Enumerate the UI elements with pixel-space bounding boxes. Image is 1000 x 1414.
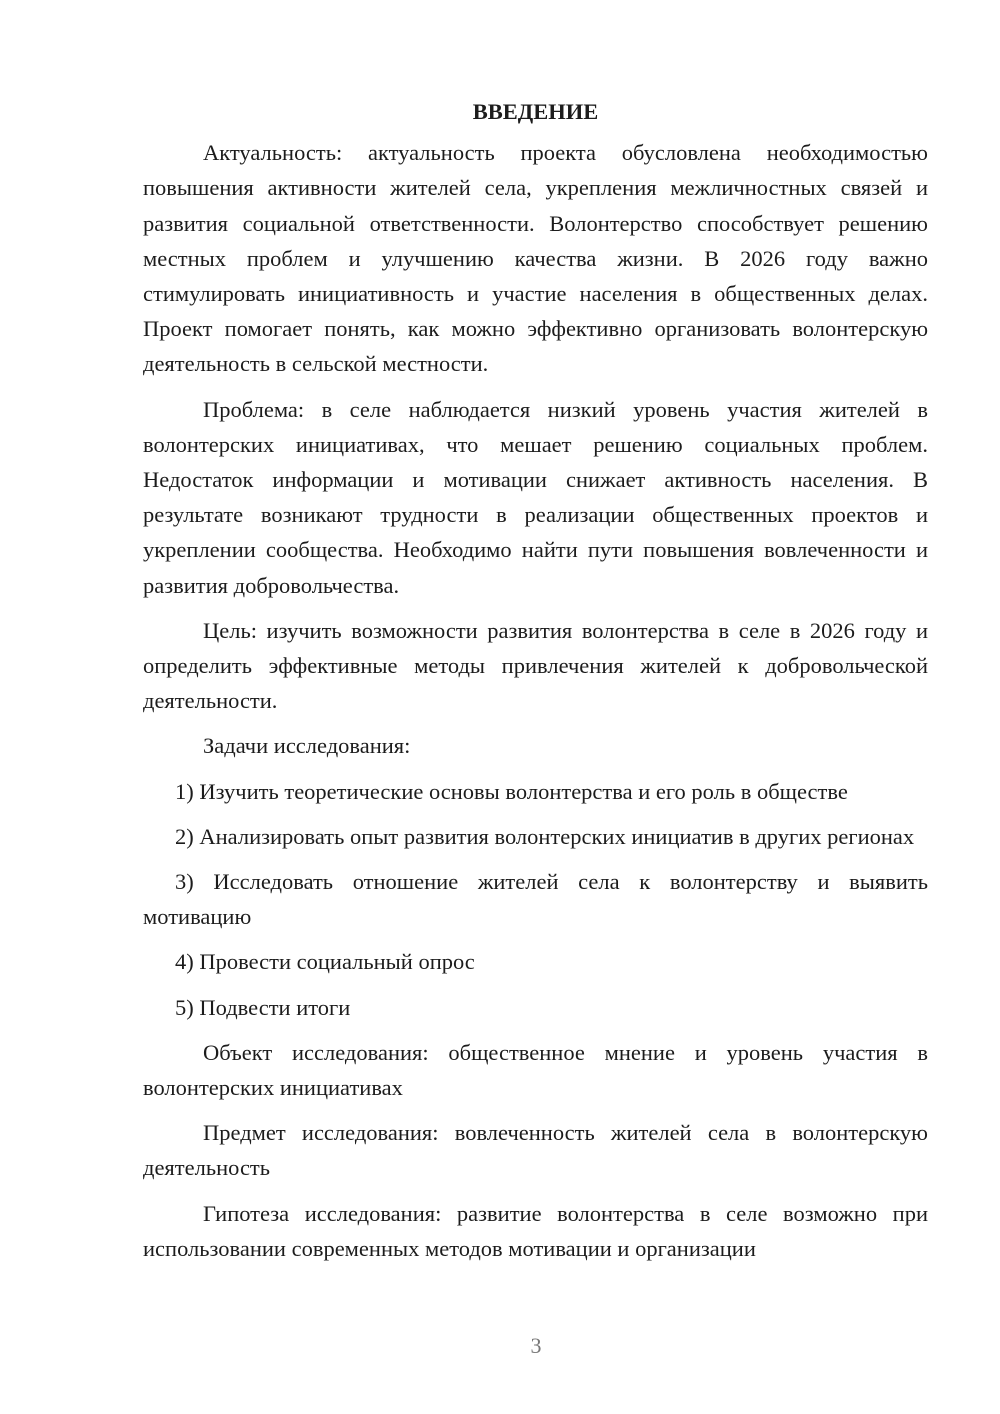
subject-paragraph: Предмет исследования: вовлеченность жителей села в волонтерскую деятельность [143,1120,928,1181]
page-content [143,94,928,1276]
section-heading: ВВЕДЕНИЕ [472,99,599,124]
hypothesis-paragraph: Гипотеза исследования: развитие волонтерства в селе возможно при использовании современных методов мотивации и организации [143,1200,928,1261]
problem-paragraph: Проблема: в селе наблюдается низкий уровень участия жителей в волонтерских инициативах, что мешает решению социальных проблем. Недостаток информации и мотивации снижает активность населения. В результате возникают трудности в реализации общественных проектов и укреплении сообщества. Необходимо найти пути повышения вовлеченности и развития добровольчества. [143,396,928,598]
task-item-3: 3) Исследовать отношение жителей села к волонтерству и выявить мотивацию [143,869,928,930]
task-item-1: 1) Изучить теоретические основы волонтерства и его роль в обществе [175,778,848,804]
task-item-4: 4) Провести социальный опрос [175,949,475,975]
tasks-title: Задачи исследования: [203,733,411,759]
goal-paragraph: Цель: изучить возможности развития волонтерства в селе в 2026 году и определить эффективные методы привлечения жителей к добровольческой деятельности. [143,617,928,714]
task-item-5: 5) Подвести итоги [175,994,351,1020]
page-number: 3 [530,1333,542,1358]
task-item-2: 2) Анализировать опыт развития волонтерских инициатив в других регионах [175,823,915,849]
object-paragraph: Объект исследования: общественное мнение и уровень участия в волонтерских инициативах [143,1039,928,1101]
relevance-paragraph: Актуальность: актуальность проекта обусловлена необходимостью повышения активности жителей села, укрепления межличностных связей и развития социальной ответственности. Волонтерство способствует решению местных проблем и улучшению качества жизни. В 2026 году важно стимулировать инициативность и участие населения в общественных делах. Проект помогает понять, как можно эффективно организовать волонтерскую деятельность в сельской местности. [143,140,928,377]
